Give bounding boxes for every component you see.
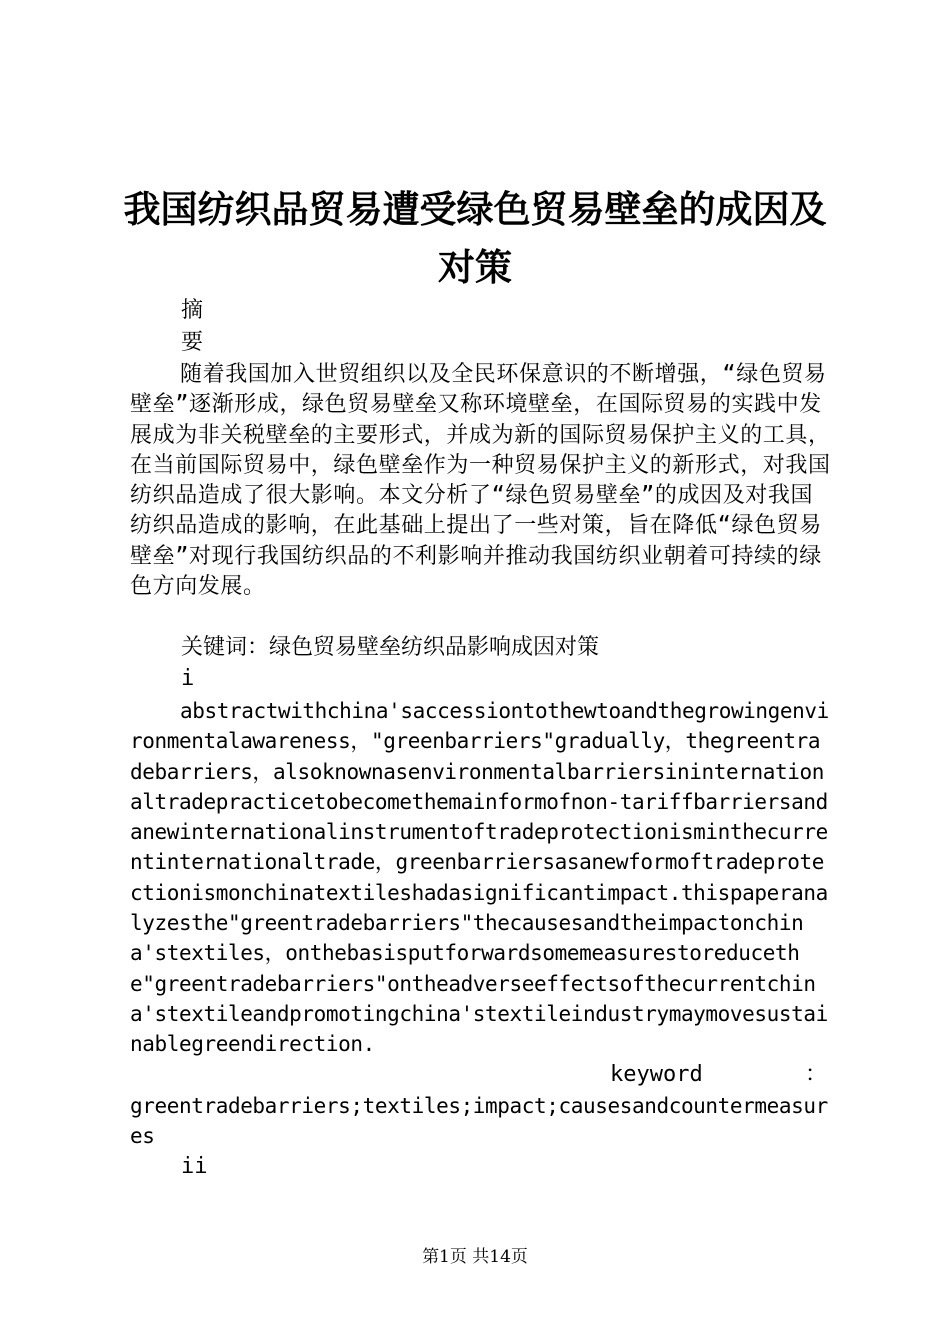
abstract-heading-char-1: 摘: [181, 298, 204, 323]
keyword-colon: ：: [805, 1062, 828, 1087]
keywords-english: greentradebarriers;textiles;impact;causesandcountermeasures: [130, 1094, 828, 1149]
abstract-chinese: 随着我国加入世贸组织以及全民环保意识的不断增强，“绿色贸易壁垒”逐渐形成，绿色贸易壁垒又称环境壁垒，在国际贸易的实践中发展成为非关税壁垒的主要形式，并成为新的国际贸易保护主义的工具，在当前国际贸易中，绿色壁垒作为一种贸易保护主义的新形式，对我国纺织品造成了很大影响。本文分析了“绿色贸易壁垒”的成因及对我国纺织品造成的影响，在此基础上提出了一些对策，旨在降低“绿色贸易壁垒”对现行我国纺织品的不利影响并推动我国纺织业朝着可持续的绿色方向发展。: [130, 362, 831, 600]
keyword-label-english: keyword: [610, 1062, 703, 1087]
abstract-english: abstractwithchina'saccessiontothewtoandthegrowingenvironmentalawareness，"greenbarriers"gradually，thegreentradebarriers，alsoknownasenvironmentalbarriersininternationaltradepracticetobecomethemainformofnon-tariffbarriersandanewinternationalinstrumentoftradeprotectionisminthecurrentinternationaltrade，greenbarriersasanewformoftradeprotectionismonchinatextileshadasignificantimpact.thispaperanalyzesthe"greentradebarriers"thecausesandtheimpactonchina'stextiles，onthebasisputforwardsomemeasurestoreducethe"greentradebarriers"ontheadverseeffectsofthecurrentchina'stextileandpromotingchina'stextileindustrymaymovesustainablegreendirection.: [130, 699, 829, 1057]
page-marker-i: i: [181, 666, 195, 691]
page-footer: 第1页 共14页: [422, 1247, 528, 1267]
page-marker-ii: ii: [181, 1154, 208, 1179]
keywords-chinese: 关键词：绿色贸易壁垒纺织品影响成因对策: [181, 635, 600, 660]
document-title: 我国纺织品贸易遭受绿色贸易壁垒的成因及对策: [123, 187, 827, 289]
abstract-heading-char-2: 要: [181, 330, 204, 355]
